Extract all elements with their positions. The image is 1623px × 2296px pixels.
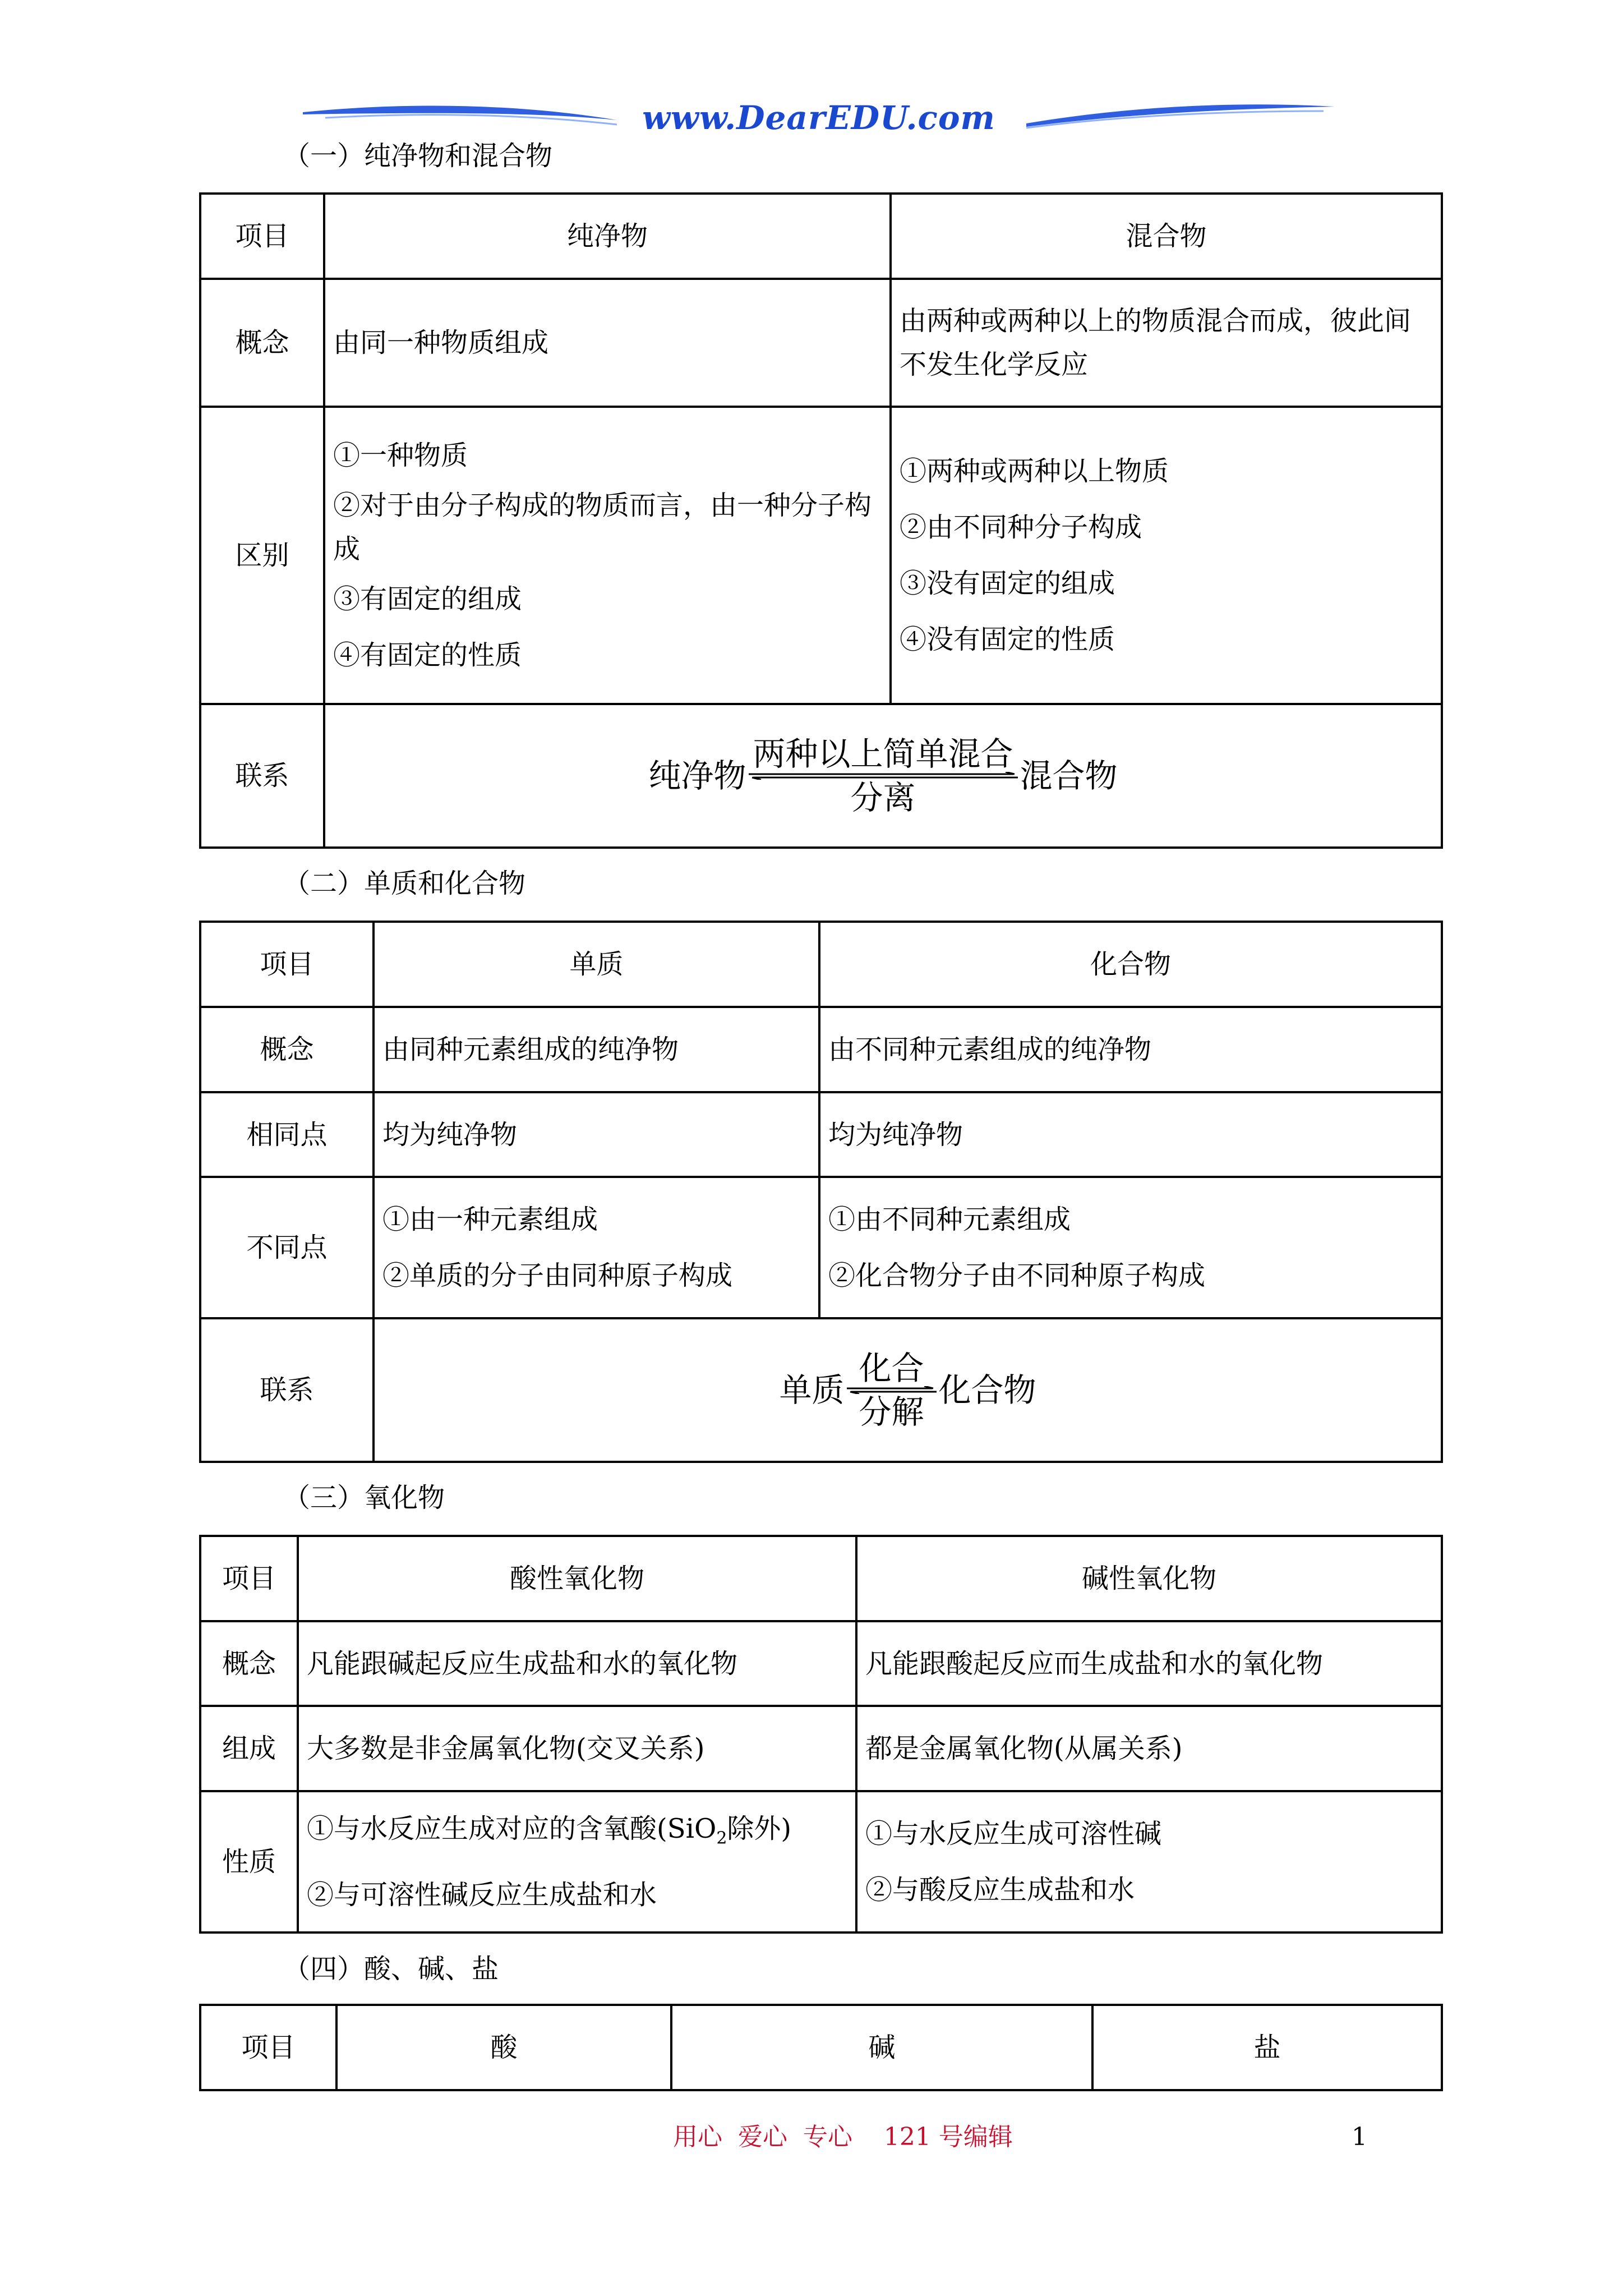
relation-arrows [749,736,1018,816]
cell-text: 大多数是非金属氧化物(交叉关系) [298,1706,856,1791]
formula-text: ①与水反应生成对应的含氧酸(SiO [307,1813,717,1845]
list-item: ④有固定的性质 [333,639,522,671]
header-cell: 酸性氧化物 [298,1536,856,1621]
header-cell: 单质 [374,922,819,1007]
relation-top-label: 化合 [859,1349,924,1387]
relation-cell [374,1318,1442,1462]
cell-text: 都是金属氧化物(从属关系) [856,1706,1442,1791]
relation-arrows [847,1350,937,1430]
relation-bottom-label: 分离 [850,779,916,817]
cell-text: 均为纯净物 [374,1092,819,1177]
section-title-2: （二）单质和化合物 [283,868,526,899]
list-item: ②对于由分子构成的物质而言，由一种分子构成 [333,490,872,565]
table-row [200,2005,1442,2090]
relation-left: 单质 [779,1371,845,1409]
table-row [200,1092,1442,1177]
subscript: 2 [716,1828,727,1848]
list-item: ①一种物质 [333,440,468,471]
header-cell: 混合物 [891,194,1442,279]
cell-text: 由不同种元素组成的纯净物 [819,1007,1442,1092]
table-element-compound [199,921,1443,1463]
relation-diagram [382,1350,1433,1430]
cell-text: 凡能跟酸起反应而生成盐和水的氧化物 [856,1621,1442,1706]
header-cell: 项目 [200,1536,298,1621]
cell-text: 由同种元素组成的纯净物 [374,1007,819,1092]
row-label: 概念 [200,279,324,407]
table-row [200,922,1442,1007]
site-logo[interactable]: www.DearEDU.com [642,99,995,137]
table-row [200,1791,1442,1932]
header-cell: 项目 [200,922,374,1007]
relation-top-label: 两种以上简单混合 [753,735,1013,773]
list-item: ①由不同种元素组成 [828,1204,1071,1235]
table-row [200,1318,1442,1462]
section-title-4: （四）酸、碱、盐 [283,1953,499,1985]
cell-list [324,407,891,704]
list-item: ②与可溶性碱反应生成盐和水 [307,1879,657,1911]
row-label: 相同点 [200,1092,374,1177]
header-cell: 碱 [671,2005,1092,2090]
table-row [200,1706,1442,1791]
list-item: ①两种或两种以上物质 [900,455,1169,487]
list-item: ③没有固定的组成 [900,568,1115,599]
cell-text: 凡能跟碱起反应生成盐和水的氧化物 [298,1621,856,1706]
relation-left: 纯净物 [648,757,746,795]
table-row [200,1621,1442,1706]
section-title-3: （三）氧化物 [283,1482,445,1513]
table-row [200,704,1442,848]
table-row [200,1007,1442,1092]
header-cell: 化合物 [819,922,1442,1007]
header-cell: 盐 [1092,2005,1442,2090]
row-label: 概念 [200,1621,298,1706]
cell-list [856,1791,1442,1932]
header-cell: 酸 [336,2005,671,2090]
cell-text: 由同一种物质组成 [324,279,891,407]
page-number: 1 [1352,2123,1367,2151]
relation-right: 化合物 [938,1371,1036,1409]
table-oxides [199,1535,1443,1934]
row-label: 区别 [200,407,324,704]
table-pure-mixture [199,192,1443,849]
header-cell: 碱性氧化物 [856,1536,1442,1621]
row-label: 联系 [200,1318,374,1462]
relation-right: 混合物 [1020,757,1118,795]
list-item: ②由不同种分子构成 [900,512,1142,543]
relation-cell [324,704,1442,848]
header-cell: 纯净物 [324,194,891,279]
list-item: ①与水反应生成可溶性碱 [865,1818,1162,1849]
table-row [200,194,1442,279]
list-item: ②与酸反应生成盐和水 [865,1874,1135,1906]
cell-list [374,1177,819,1318]
list-item [307,1801,847,1867]
formula-text: 除外) [727,1813,792,1845]
row-label: 联系 [200,704,324,848]
list-item: ④没有固定的性质 [900,624,1115,655]
relation-bottom-label: 分解 [859,1393,924,1431]
header-cell: 项目 [200,194,324,279]
row-label: 组成 [200,1706,298,1791]
cell-list [298,1791,856,1932]
cell-text: 均为纯净物 [819,1092,1442,1177]
table-row [200,1177,1442,1318]
footer-text: 用心 爱心 专心 121 号编辑 [673,2123,1013,2151]
table-acid-base-salt [199,2004,1443,2091]
table-row [200,407,1442,704]
row-label: 性质 [200,1791,298,1932]
header-cell: 项目 [200,2005,336,2090]
list-item: ③有固定的组成 [333,583,522,615]
site-header [303,95,1335,146]
cell-list [891,407,1442,704]
table-row [200,279,1442,407]
list-item: ②化合物分子由不同种原子构成 [828,1260,1206,1291]
row-label: 不同点 [200,1177,374,1318]
row-label: 概念 [200,1007,374,1092]
table-row [200,1536,1442,1621]
cell-list [819,1177,1442,1318]
section-title-1: （一）纯净物和混合物 [283,140,553,172]
list-item: ②单质的分子由同种原子构成 [382,1260,733,1291]
relation-diagram [333,736,1433,816]
cell-text: 由两种或两种以上的物质混合而成，彼此间不发生化学反应 [891,279,1442,407]
list-item: ①由一种元素组成 [382,1204,598,1235]
